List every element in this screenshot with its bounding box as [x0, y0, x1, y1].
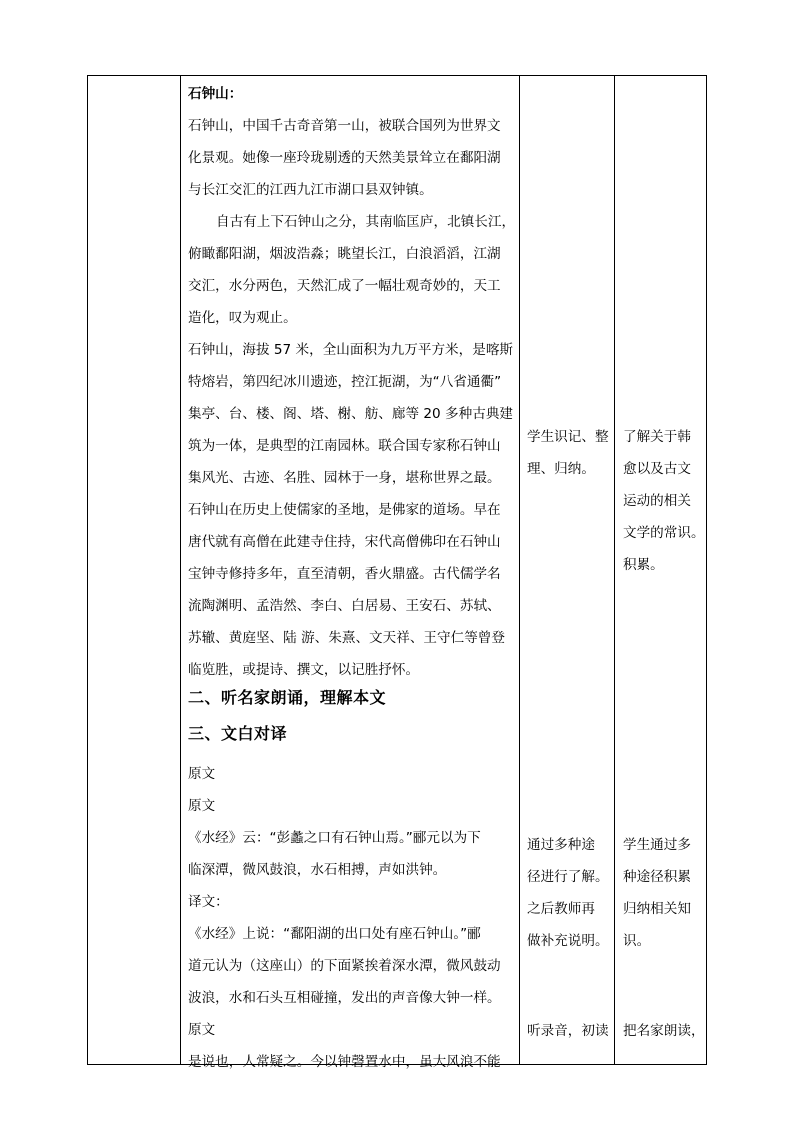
paragraph-line: 临览胜，或提诗、撰文，以记胜抒怀。 — [188, 662, 420, 678]
paragraph-line: 特熔岩，第四纪冰川遗迹，控江扼湖，为“八省通衢” — [188, 374, 502, 390]
paragraph-line: 是说也，人常疑之。今以钟磬置水中，虽大风浪不能 — [188, 1054, 501, 1070]
section-title: 石钟山： — [188, 86, 243, 102]
column-divider-1 — [180, 76, 181, 1064]
student-note-line: 之后教师再 — [527, 901, 595, 917]
section-heading: 三、文白对译 — [188, 724, 288, 743]
paragraph-line: 交汇，水分两色，天然汇成了一幅壮观奇妙的，天工 — [188, 278, 501, 294]
paragraph-line: 俯瞰鄱阳湖，烟波浩淼；眺望长江，白浪滔滔，江湖 — [188, 246, 501, 262]
goal-note-line: 学生通过多 — [623, 837, 691, 853]
student-note-line: 学生识记、整 — [527, 429, 609, 445]
student-note-line: 做补充说明。 — [527, 933, 609, 949]
paragraph-line: 石钟山在历史上使儒家的圣地，是佛家的道场。早在 — [188, 502, 501, 518]
column-divider-2 — [519, 76, 520, 1064]
paragraph-line: 波浪，水和石头互相碰撞，发出的声音像大钟一样。 — [188, 990, 501, 1006]
goal-note-line: 积累。 — [623, 557, 664, 573]
goal-note-line: 种途径积累 — [623, 869, 691, 885]
paragraph-line: 唐代就有高僧在此建寺住持，宋代高僧佛印在石钟山 — [188, 534, 501, 550]
paragraph-line: 宝钟寺修持多年，直至清朝，香火鼎盛。古代儒学名 — [188, 566, 501, 582]
student-note-line: 听录音，初读 — [527, 1023, 609, 1039]
goal-note-line: 文学的常识。 — [623, 525, 705, 541]
paragraph-line: 自古有上下石钟山之分，其南临匡庐，北镇长江， — [216, 214, 516, 230]
paragraph-line: 化景观。她像一座玲珑剔透的天然美景耸立在鄱阳湖 — [188, 150, 501, 166]
goal-note-line: 运动的相关 — [623, 493, 691, 509]
paragraph-line: 流陶渊明、孟浩然、李白、白居易、王安石、苏轼、 — [188, 598, 501, 614]
label-original: 原文 — [188, 798, 216, 814]
student-note-line: 径进行了解。 — [527, 869, 609, 885]
paragraph-line: 集亭、台、楼、阁、塔、榭、舫、廊等 20 多种古典建 — [188, 406, 514, 422]
paragraph-line: 石钟山，中国千古奇音第一山，被联合国列为世界文 — [188, 118, 501, 134]
paragraph-line: 集风光、古迹、名胜、园林于一身，堪称世界之最。 — [188, 470, 501, 486]
paragraph-line: 与长江交汇的江西九江市湖口县双钟镇。 — [188, 182, 433, 198]
column-divider-3 — [614, 76, 615, 1064]
lesson-table — [87, 75, 707, 1070]
paragraph-line: 临深潭，微风鼓浪，水石相搏，声如洪钟。 — [188, 862, 447, 878]
label-original: 原文 — [188, 766, 216, 782]
label-translation: 译文： — [188, 894, 229, 910]
paragraph-line: 筑为一体，是典型的江南园林。联合国专家称石钟山 — [188, 438, 501, 454]
goal-note-line: 把名家朗读， — [623, 1023, 705, 1039]
paragraph-line: 《水经》上说：“鄱阳湖的出口处有座石钟山。”郦 — [188, 926, 481, 942]
goal-note-line: 愈以及古文 — [623, 461, 691, 477]
paragraph-line: 苏辙、黄庭坚、陆 游、朱熹、文天祥、王守仁等曾登 — [188, 630, 505, 646]
student-note-line: 通过多种途 — [527, 837, 595, 853]
section-heading: 二、听名家朗诵，理解本文 — [188, 688, 387, 707]
paragraph-line: 造化，叹为观止。 — [188, 310, 297, 326]
paragraph-line: 《水经》云：“彭蠡之口有石钟山焉。”郦元以为下 — [188, 830, 481, 846]
student-note-line: 理、归纳。 — [527, 461, 595, 477]
paragraph-line: 道元认为（这座山）的下面紧挨着深水潭，微风鼓动 — [188, 958, 501, 974]
goal-note-line: 了解关于韩 — [623, 429, 691, 445]
goal-note-line: 归纳相关知 — [623, 901, 691, 917]
label-original: 原文 — [188, 1022, 216, 1038]
goal-note-line: 识。 — [623, 933, 651, 949]
paragraph-line: 石钟山，海拔 57 米，全山面积为九万平方米，是喀斯 — [188, 342, 514, 358]
